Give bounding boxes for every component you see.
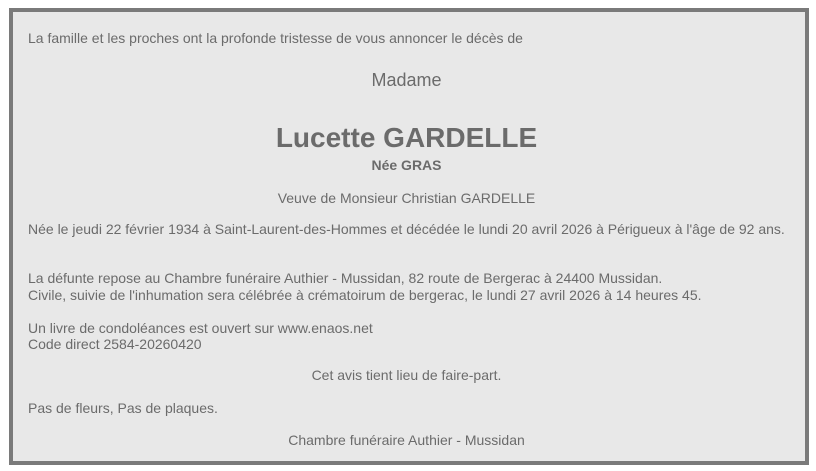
rests-at-text: La défunte repose au Chambre funéraire Authier - Mussidan, 82 route de Bergerac à 24400 Mussidan. bbox=[28, 270, 663, 286]
flowers-note: Pas de fleurs, Pas de plaques. bbox=[28, 400, 218, 416]
funeral-home-name: Chambre funéraire Authier - Mussidan bbox=[288, 432, 525, 448]
condolences-text: Un livre de condoléances est ouvert sur www.enaos.net bbox=[28, 320, 373, 336]
birth-death-text: Née le jeudi 22 février 1934 à Saint-Laurent-des-Hommes et décédée le lundi 20 avril 2026 à Périgueux à l'âge de 92 ans. bbox=[28, 221, 785, 237]
civility-title: Madame bbox=[371, 70, 442, 90]
direct-code: Code direct 2584-20260420 bbox=[28, 336, 202, 352]
intro-text: La famille et les proches ont la profonde tristesse de vous annoncer le décès de bbox=[28, 30, 523, 46]
death-notice-card bbox=[9, 8, 809, 465]
widow-of-text: Veuve de Monsieur Christian GARDELLE bbox=[277, 190, 536, 206]
notice-note: Cet avis tient lieu de faire-part. bbox=[311, 367, 502, 383]
maiden-name: Née GRAS bbox=[371, 157, 442, 173]
ceremony-text: Civile, suivie de l'inhumation sera célébrée à crématoirum de bergerac, le lundi 27 avril 2026 à 14 heures 45. bbox=[28, 287, 702, 303]
deceased-name: Lucette GARDELLE bbox=[275, 122, 538, 153]
